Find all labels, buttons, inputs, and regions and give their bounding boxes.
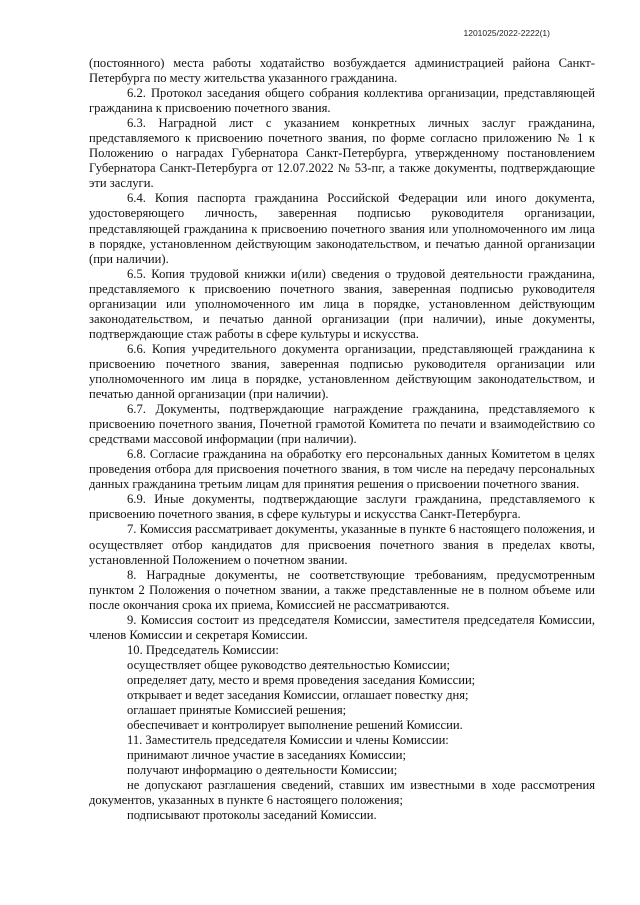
document-body — [89, 56, 595, 823]
paragraph-10: 10. Председатель Комиссии: — [127, 642, 279, 657]
list-item: осуществляет общее руководство деятельностью Комиссии; — [127, 657, 451, 672]
paragraph-11: 11. Заместитель председателя Комиссии и члены Комиссии: — [127, 733, 449, 748]
paragraph-6-8: 6.8. Согласие гражданина на обработку его персональных данных Комитетом в целях проведения отбора для присвоения почетного звания, в том числе на передачу персональных данных гражданина третьим лицам для принятия решения о присвоении почетного звания. — [89, 447, 595, 492]
paragraph-6-3: 6.3. Наградной лист с указанием конкретных личных заслуг гражданина, представляемого к присвоению почетного звания, по форме согласно приложению № 1 к Положению о наградах Губернатора Санкт-Петербурга, утвержденному постановлением Губернатора Санкт-Петербурга от 12.07.2022 № 53-пг, а также документы, подтверждающие эти заслуги. — [89, 116, 595, 191]
paragraph-6-5: 6.5. Копия трудовой книжки и(или) сведения о трудовой деятельности гражданина, представляемого к присвоению почетного звания, заверенная подписью руководителя организации или уполномоченного им лица в порядке, установленном действующим законодательством, и печатью данной организации (при наличии), иные документы, подтверждающие стаж работы в сфере культуры и искусства. — [89, 266, 595, 341]
list-item: определяет дату, место и время проведения заседания Комиссии; — [127, 672, 476, 687]
list-item: подписывают протоколы заседаний Комиссии. — [127, 808, 377, 823]
paragraph-8: 8. Наградные документы, не соответствующие требованиям, предусмотренным пунктом 2 Положения о почетном звании, а также представленные не в полном объеме или после окончания срока их приема, Комиссией не рассматриваются. — [89, 567, 595, 612]
paragraph-continuation: (постоянного) места работы ходатайство возбуждается администрацией района Санкт-Петербурга по месту жительства указанного гражданина. — [89, 56, 595, 86]
paragraph-6-6: 6.6. Копия учредительного документа организации, представляющей гражданина к присвоению почетного звания, заверенная подписью руководителя организации или уполномоченного им лица в порядке, установленном действующим законодательством, и печатью данной организации (при наличии). — [89, 341, 595, 402]
paragraph-6-9: 6.9. Иные документы, подтверждающие заслуги гражданина, представляемого к присвоению почетного звания, в сфере культуры и искусства Санкт-Петербурга. — [89, 492, 595, 522]
list-item: открывает и ведет заседания Комиссии, оглашает повестку дня; — [127, 687, 469, 702]
list-item: получают информацию о деятельности Комиссии; — [127, 763, 398, 778]
document-id: 1201025/2022-2222(1) — [463, 28, 550, 38]
list-item: принимают личное участие в заседаниях Комиссии; — [127, 748, 406, 763]
paragraph-6-7: 6.7. Документы, подтверждающие награждение гражданина, представляемого к присвоению почетного звания, Почетной грамотой Комитета по печати и взаимодействию со средствами массовой информации (при наличии). — [89, 402, 595, 447]
paragraph-9: 9. Комиссия состоит из председателя Комиссии, заместителя председателя Комиссии, членов Комиссии и секретаря Комиссии. — [89, 612, 595, 642]
list-item: оглашает принятые Комиссией решения; — [127, 703, 347, 718]
paragraph-7: 7. Комиссия рассматривает документы, указанные в пункте 6 настоящего положения, и осуществляет отбор кандидатов для присвоения почетного звания в пределах квоты, установленной Положением о почетном звании. — [89, 522, 595, 567]
paragraph-6-4: 6.4. Копия паспорта гражданина Российской Федерации или иного документа, удостоверяющего личность, заверенная подписью руководителя организации, представляющей гражданина к присвоению почетного звания или уполномоченного им лица в порядке, установленном действующим законодательством, и печатью данной организации (при наличии). — [89, 191, 595, 266]
list-item: обеспечивает и контролирует выполнение решений Комиссии. — [127, 718, 463, 733]
paragraph-6-2: 6.2. Протокол заседания общего собрания коллектива организации, представляющей гражданина к присвоению почетного звания. — [89, 86, 595, 116]
list-item: не допускают разглашения сведений, ставших им известными в ходе рассмотрения документов, указанных в пункте 6 настоящего положения; — [89, 778, 595, 808]
